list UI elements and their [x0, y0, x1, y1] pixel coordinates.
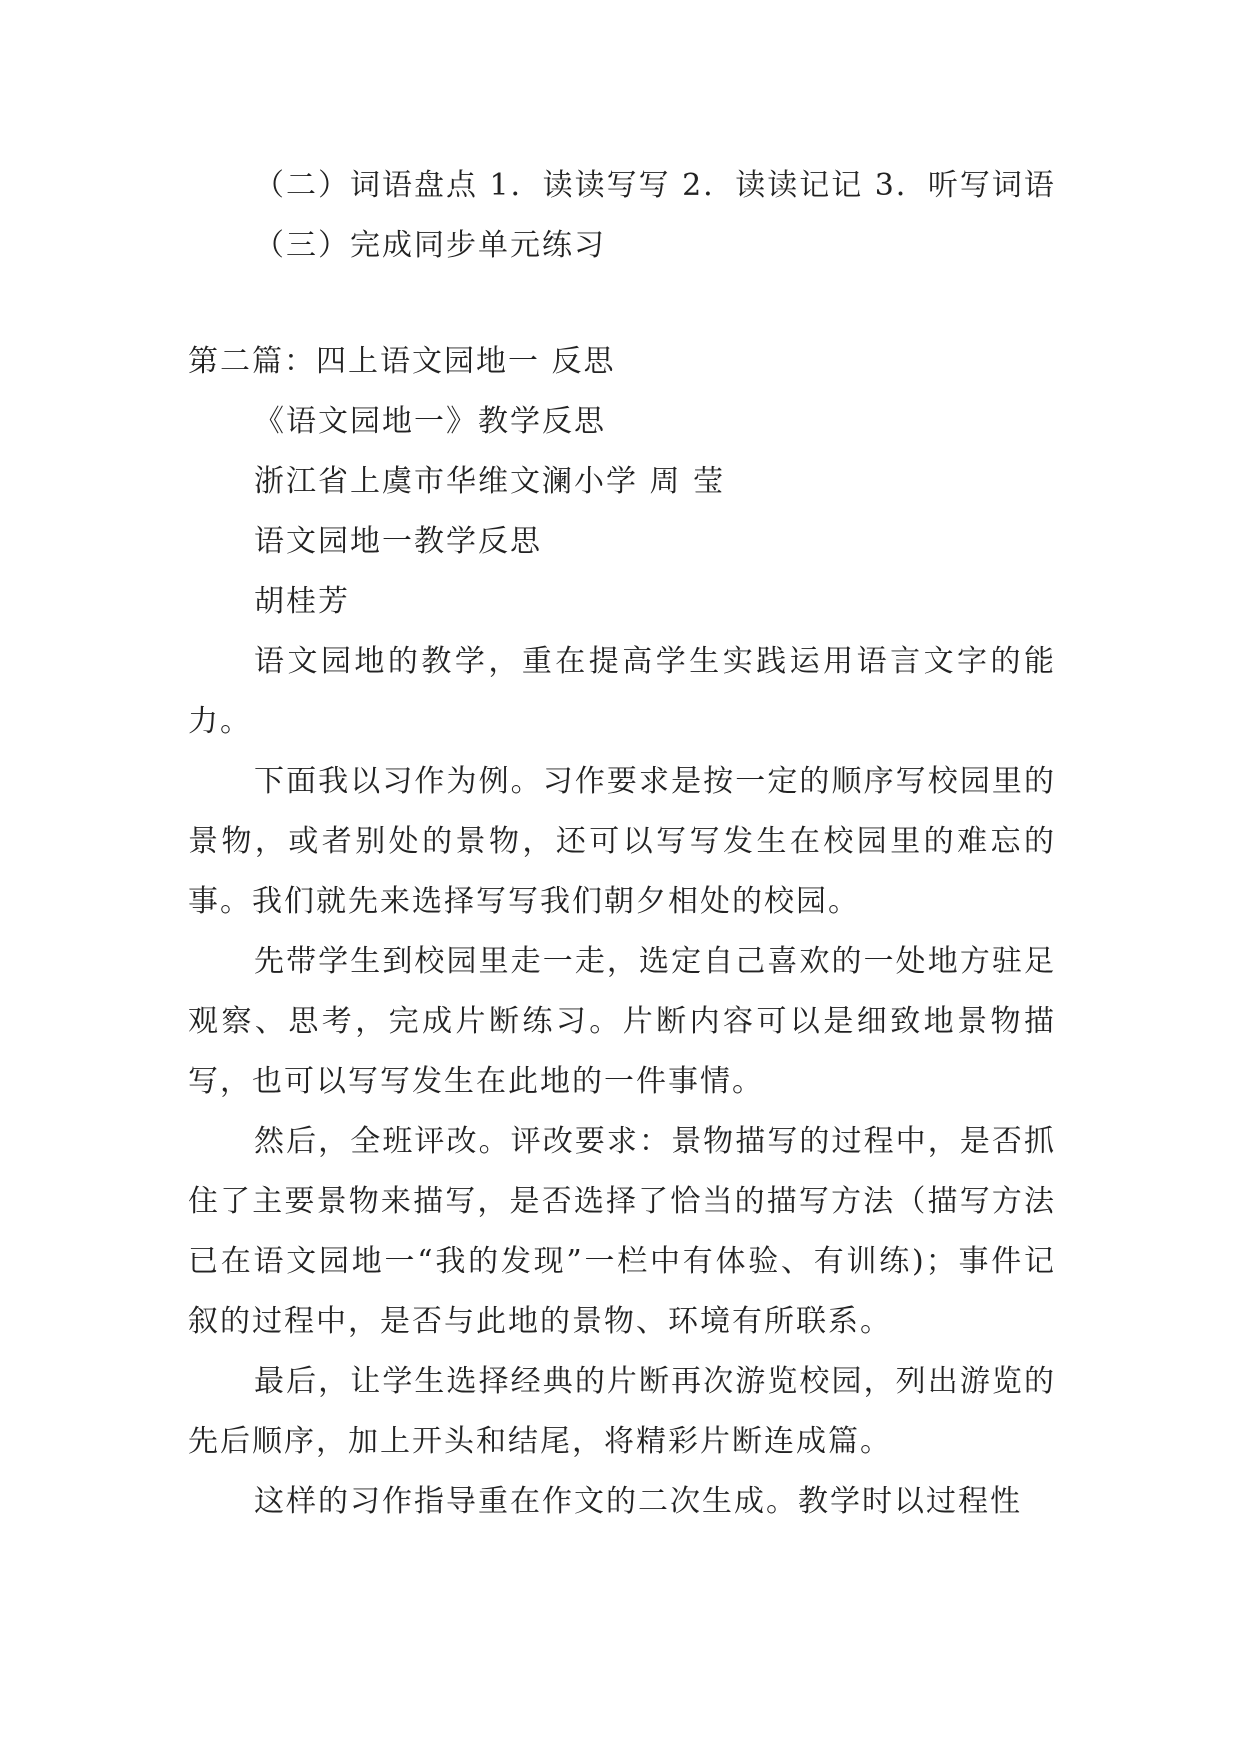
word-review-item: （二）词语盘点 1．读读写写 2．读读记记 3．听写词语 — [254, 168, 1056, 203]
author-line-1: 浙江省上虞市华维文澜小学 周 莹 — [254, 464, 726, 499]
reflection-title-1: 《语文园地一》教学反思 — [254, 404, 606, 439]
reflection-title-2: 语文园地一教学反思 — [254, 524, 542, 559]
body-paragraph: 语文园地的教学，重在提高学生实践运用语言文字的能力。 — [188, 644, 1056, 739]
unit-exercise-item: （三）完成同步单元练习 — [254, 228, 606, 263]
section-gap — [188, 276, 1056, 332]
body-paragraph: 这样的习作指导重在作文的二次生成。教学时以过程性 — [254, 1484, 1022, 1519]
document-body — [188, 156, 1056, 1532]
body-paragraph: 先带学生到校园里走一走，选定自己喜欢的一处地方驻足观察、思考，完成片断练习。片断内容可以是细致地景物描写，也可以写写发生在此地的一件事情。 — [188, 944, 1056, 1099]
body-paragraph: 然后，全班评改。评改要求：景物描写的过程中，是否抓住了主要景物来描写，是否选择了恰当的描写方法（描写方法已在语文园地一“我的发现”一栏中有体验、有训练)；事件记叙的过程中，是否与此地的景物、环境有所联系。 — [188, 1124, 1056, 1339]
section-heading: 第二篇：四上语文园地一 反思 — [188, 344, 616, 379]
author-line-2: 胡桂芳 — [254, 584, 350, 619]
body-paragraph: 最后，让学生选择经典的片断再次游览校园，列出游览的先后顺序，加上开头和结尾，将精彩片断连成篇。 — [188, 1364, 1056, 1459]
body-paragraph: 下面我以习作为例。习作要求是按一定的顺序写校园里的景物，或者别处的景物，还可以写写发生在校园里的难忘的事。我们就先来选择写写我们朝夕相处的校园。 — [188, 764, 1056, 919]
